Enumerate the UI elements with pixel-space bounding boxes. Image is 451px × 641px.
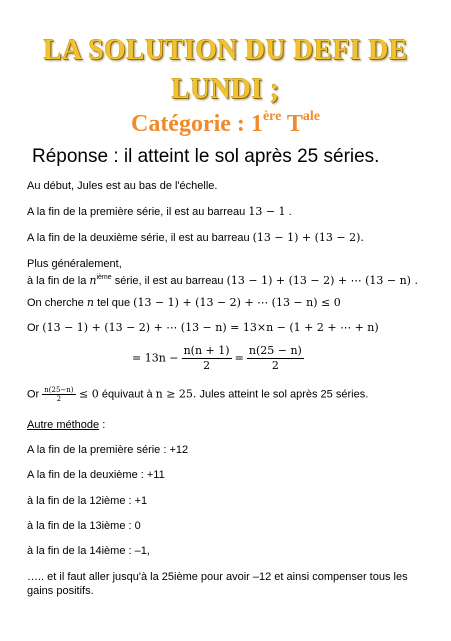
method-final-line2: gains positifs. (27, 585, 94, 597)
fraction-2: $\frac{n(25 - n)}{2}$ (248, 344, 302, 372)
title-line-2: LUNDI ; (171, 72, 280, 105)
category-heading: Catégorie : 1ère $T^{ale}$ (130, 109, 321, 137)
method-step-12: à la fin de la 12ième : +1 (27, 495, 148, 507)
title-line-1: LA SOLUTION DU DEFI DE (43, 33, 408, 66)
equation-fraction-line: = 13n − $\frac{n(n + 1)}{2}$ = $\frac{n(25 - n)}{2}$ (132, 344, 302, 372)
method-step-1: A la fin de la première série : +12 (27, 444, 189, 456)
paragraph-conclusion: Or $\frac{n(25-n)}{2}$ ≤ 0 équivaut à n ≥ 25. Jules atteint le sol après 25 séries. (27, 386, 369, 403)
paragraph-search-n: On cherche n tel que (13 − 1) + (13 − 2) + ⋯ (13 − n) ≤ 0 (27, 296, 341, 309)
paragraph-start: Au début, Jules est au bas de l'échelle. (27, 180, 218, 192)
method-step-2: A la fin de la deuxième : +11 (27, 469, 165, 481)
paragraph-first-series: A la fin de la première série, il est au barreau 13 − 1 . (27, 205, 292, 218)
fraction-1: $\frac{n(n + 1)}{2}$ (183, 344, 230, 372)
other-method-heading: Autre méthode : (27, 419, 106, 431)
paragraph-sum-identity: Or (13 − 1) + (13 − 2) + ⋯ (13 − n) = 13×n − (1 + 2 + ⋯ + n) (27, 321, 379, 334)
answer-line: Réponse : il atteint le sol après 25 séries. (32, 146, 380, 167)
paragraph-general-line2: à la fin de la $n^{ième}$ série, il est au barreau (13 − 1) + (13 − 2) + ⋯ (13 − n) . (27, 274, 418, 287)
method-step-13: à la fin de la 13ième : 0 (27, 520, 141, 532)
paragraph-general-line1: Plus généralement, (27, 258, 122, 270)
method-final-line1: ….. et il faut aller jusqu'à la 25ième pour avoir –12 et ainsi compenser tous les (27, 571, 408, 583)
paragraph-second-series: A la fin de la deuxième série, il est au barreau (13 − 1) + (13 − 2). (27, 231, 364, 244)
method-step-14: à la fin de la 14ième : –1, (27, 545, 150, 557)
fraction-small: $\frac{n(25-n)}{2}$ (44, 386, 74, 403)
